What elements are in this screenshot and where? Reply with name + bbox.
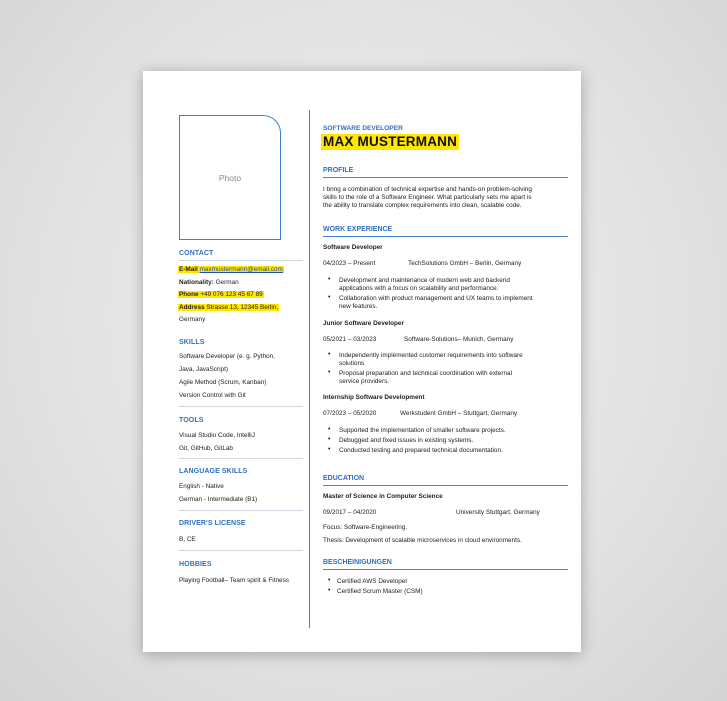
- contact-email: [178, 266, 284, 274]
- photo-label: Photo: [218, 172, 242, 183]
- skill-line: Java, JavaScript): [179, 366, 229, 373]
- degree-title: Master of Science in Computer Science: [323, 493, 443, 500]
- profile-line: skills to the role of a Software Engineer. What particularly sets me apart is: [323, 194, 532, 201]
- hobbies-heading: HOBBIES: [179, 561, 212, 568]
- section-rule: [323, 569, 568, 570]
- contact-nationality: [179, 279, 239, 287]
- tool-line: Git, GitHub, GitLab: [179, 445, 233, 452]
- profile-heading: PROFILE: [323, 167, 354, 174]
- job-company-1: TechSolutions GmbH – Berlin, Germany: [408, 260, 522, 267]
- certificate-item: Certified AWS Developer: [337, 578, 408, 585]
- education-heading: EDUCATION: [323, 475, 365, 482]
- bullet-icon: •: [328, 276, 331, 283]
- job-title-3: Internship Software Development: [323, 394, 425, 401]
- bullet-icon: •: [328, 587, 331, 594]
- job-title-2: Junior Software Developer: [323, 320, 404, 327]
- bullet-icon: •: [328, 369, 331, 376]
- education-school: University Stuttgart, Germany: [456, 509, 540, 516]
- job-company-2: Software-Solutions– Munich, Germany: [404, 336, 514, 343]
- job-bullet: service providers.: [339, 378, 390, 385]
- divider: [179, 550, 303, 551]
- contact-heading: CONTACT: [179, 250, 214, 257]
- bullet-icon: •: [328, 577, 331, 584]
- skills-heading: SKILLS: [179, 339, 205, 346]
- phone-value: +49 076 123 45 67 89: [200, 291, 263, 298]
- job-bullet: Independently implemented customer requirements into software: [339, 352, 523, 359]
- candidate-name: MAX MUSTERMANN: [323, 134, 458, 149]
- skill-line: Software Developer (e. g. Python,: [179, 353, 275, 360]
- job-bullet: Conducted testing and prepared technical documentation.: [339, 447, 503, 454]
- job-title: SOFTWARE DEVELOPER: [323, 125, 403, 132]
- bullet-icon: •: [328, 294, 331, 301]
- license-heading: DRIVER'S LICENSE: [179, 520, 246, 527]
- divider: [179, 260, 303, 261]
- work-heading: WORK EXPERIENCE: [323, 226, 393, 233]
- section-rule: [323, 485, 568, 486]
- language-line: German - Intermediate (B1): [179, 496, 258, 503]
- job-bullet: Collaboration with product management and UX teams to implement: [339, 295, 533, 302]
- tools-heading: TOOLS: [179, 417, 204, 424]
- divider: [179, 458, 303, 459]
- section-rule: [323, 177, 568, 178]
- skill-line: Version Control with Git: [179, 392, 246, 399]
- address-line-2: Germany: [179, 316, 206, 323]
- certificate-item: Certified Scrum Master (CSM): [337, 588, 423, 595]
- job-bullet: new features.: [339, 303, 378, 310]
- job-bullet: applications with a focus on scalability and performance.: [339, 285, 499, 292]
- bullet-icon: •: [328, 436, 331, 443]
- job-bullet: Debugged and fixed issues in existing systems.: [339, 437, 474, 444]
- column-divider: [309, 110, 310, 628]
- job-bullet: Development and maintenance of modern web and backend: [339, 277, 510, 284]
- job-dates-3: 07/2023 – 05/2020: [323, 410, 377, 417]
- license-line: B, CE: [179, 536, 196, 543]
- profile-line: I bring a combination of technical expertise and hands-on problem-solving: [323, 186, 532, 193]
- tool-line: Visual Studio Code, IntelliJ: [179, 432, 255, 439]
- phone-label: Phone: [179, 291, 199, 298]
- address-line-1: Strasse 13, 12345 Berlin,: [206, 304, 279, 311]
- bullet-icon: •: [328, 446, 331, 453]
- job-dates-1: 04/2023 – Present: [323, 260, 376, 267]
- email-link[interactable]: maxmustermann@email.com: [199, 266, 283, 273]
- job-title-1: Software Developer: [323, 244, 383, 251]
- education-dates: 09/2017 – 04/2020: [323, 509, 377, 516]
- education-thesis: Thesis: Development of scalable microservices in cloud environments.: [323, 537, 522, 544]
- bullet-icon: •: [328, 351, 331, 358]
- bullet-icon: •: [328, 426, 331, 433]
- language-line: English - Native: [179, 483, 224, 490]
- nationality-label: Nationality:: [179, 279, 214, 286]
- job-bullet: Supported the implementation of smaller software projects.: [339, 427, 506, 434]
- email-label: E-Mail: [179, 266, 198, 273]
- job-company-3: Werkstudent GmbH – Stuttgart, Germany: [400, 410, 518, 417]
- contact-address: [178, 304, 279, 312]
- hobby-line: Playing Football– Team spirit & Fitness: [179, 577, 289, 584]
- divider: [179, 510, 303, 511]
- language-heading: LANGUAGE SKILLS: [179, 468, 248, 475]
- education-focus: Focus: Software-Engineering.: [323, 524, 408, 531]
- contact-phone: [178, 291, 264, 299]
- job-bullet: Proposal preparation and technical coordination with external: [339, 370, 513, 377]
- skill-line: Agile Method (Scrum, Kanban): [179, 379, 267, 386]
- certificates-heading: BESCHEINIGUNGEN: [323, 559, 392, 566]
- job-dates-2: 05/2021 – 03/2023: [323, 336, 377, 343]
- divider: [179, 406, 303, 407]
- job-bullet: solutions: [339, 360, 365, 367]
- profile-line: the ability to translate complex requirements into clean, scalable code.: [323, 202, 522, 209]
- resume-page: [143, 71, 581, 652]
- nationality-value: German: [215, 279, 239, 286]
- section-rule: [323, 236, 568, 237]
- photo-placeholder: [179, 115, 281, 240]
- address-label: Address: [179, 304, 205, 311]
